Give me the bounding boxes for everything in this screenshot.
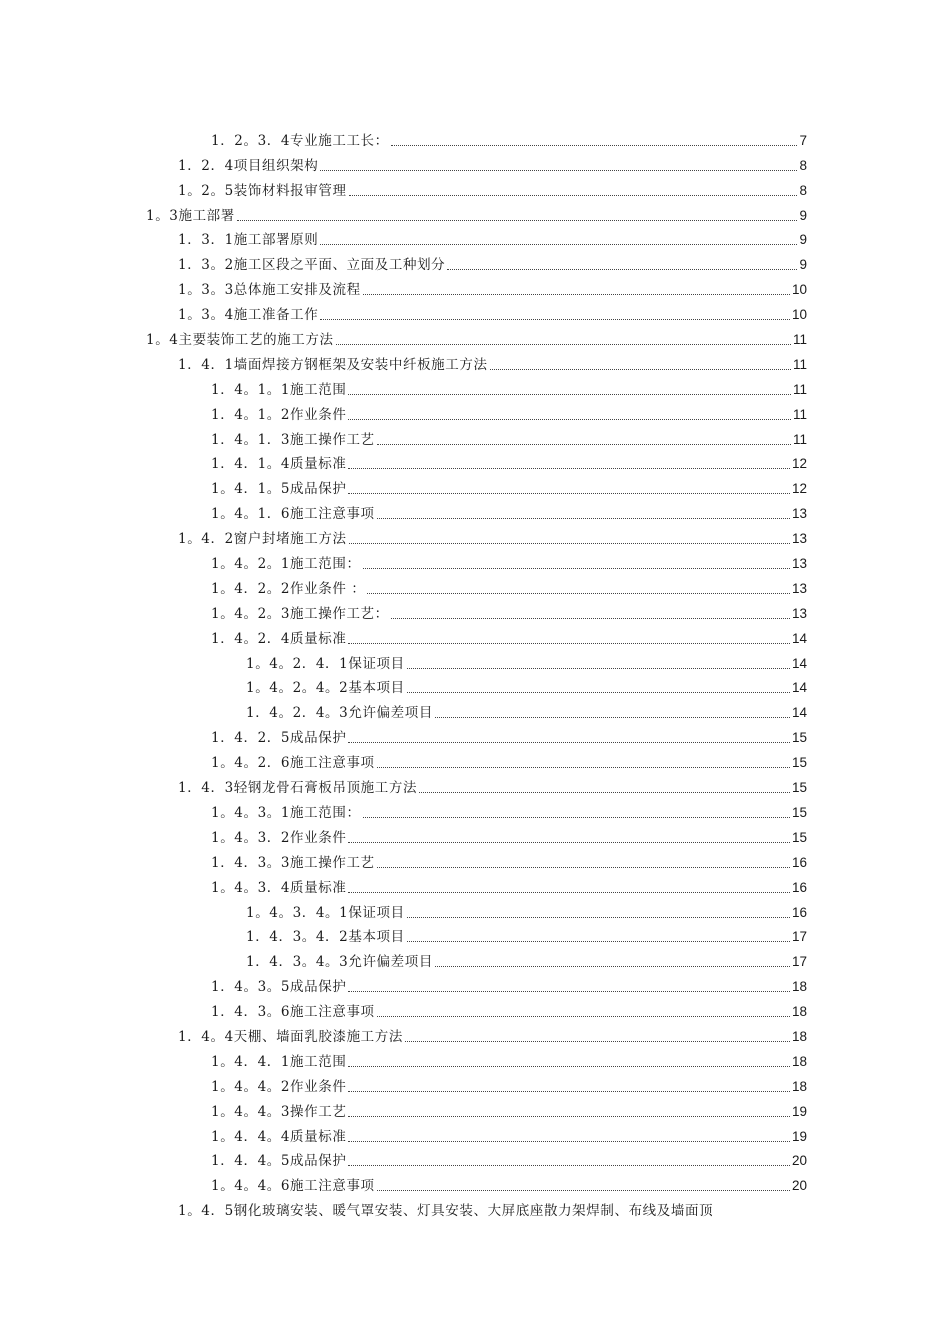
toc-entry[interactable] xyxy=(0,1021,950,1046)
toc-entry[interactable] xyxy=(0,573,950,598)
toc-entry-title: 1．4。1．3施工操作工艺 xyxy=(211,431,375,448)
toc-entry-title: 1．4．1。4质量标准 xyxy=(211,456,347,473)
toc-entry-page-number: 13 xyxy=(791,506,807,522)
toc-entry-page-number: 18 xyxy=(791,1028,807,1044)
toc-entry-title: 1。4。2．4．1保证项目 xyxy=(246,655,405,672)
dot-leader xyxy=(435,965,790,967)
toc-entry-title: 1。4．1。5成品保护 xyxy=(211,481,347,498)
toc-entry-title: 1。4．4．1施工范围 xyxy=(211,1053,347,1070)
toc-entry[interactable] xyxy=(0,473,950,498)
toc-entry-title: 1．4．3。3施工操作工艺 xyxy=(211,854,375,871)
dot-leader xyxy=(363,567,790,569)
toc-entry[interactable] xyxy=(0,747,950,772)
toc-entry[interactable] xyxy=(0,1096,950,1121)
toc-entry[interactable] xyxy=(0,424,950,449)
toc-entry-title: 1．4．3。6施工注意事项 xyxy=(211,1004,375,1021)
dot-leader xyxy=(348,1065,790,1067)
toc-entry[interactable] xyxy=(0,1121,950,1146)
dot-leader xyxy=(377,766,790,768)
toc-entry[interactable] xyxy=(0,374,950,399)
toc-entry[interactable] xyxy=(0,673,950,698)
dot-leader xyxy=(407,916,790,918)
toc-entry-title: 1。3施工部署 xyxy=(146,207,235,224)
dot-leader xyxy=(237,219,798,221)
toc-entry[interactable] xyxy=(0,648,950,673)
toc-entry-title: 1。4。1．6施工注意事项 xyxy=(211,506,375,523)
toc-entry-page-number: 18 xyxy=(791,1053,807,1069)
toc-entry-title: 1．4．3轻钢龙骨石膏板吊顶施工方法 xyxy=(178,780,418,797)
dot-leader xyxy=(407,667,790,669)
toc-entry-page-number: 18 xyxy=(791,979,807,995)
dot-leader xyxy=(348,1090,790,1092)
toc-entry-page-number: 10 xyxy=(791,282,807,298)
dot-leader xyxy=(367,592,790,594)
toc-entry-title: 1。2。5装饰材料报审管理 xyxy=(178,182,347,199)
toc-entry-title: 1。4．4。4质量标准 xyxy=(211,1128,347,1145)
toc-entry[interactable] xyxy=(0,598,950,623)
dot-leader xyxy=(349,194,798,196)
dot-leader xyxy=(348,418,791,420)
toc-entry-page-number: 17 xyxy=(791,929,807,945)
toc-entry-page-number: 14 xyxy=(791,680,807,696)
toc-entry[interactable] xyxy=(0,324,950,349)
toc-entry-page-number: 12 xyxy=(791,456,807,472)
dot-leader xyxy=(405,1040,790,1042)
toc-entry[interactable] xyxy=(0,623,950,648)
toc-entry[interactable] xyxy=(0,274,950,299)
dot-leader xyxy=(391,617,790,619)
toc-entry[interactable] xyxy=(0,225,950,250)
toc-entry-page-number: 15 xyxy=(791,755,807,771)
toc-entry[interactable] xyxy=(0,498,950,523)
toc-entry[interactable] xyxy=(0,996,950,1021)
toc-entry-title: 1。4．2。2作业条件 ： xyxy=(211,580,366,597)
toc-entry-title: 1。4。3。1施工范围： xyxy=(211,804,361,821)
toc-entry-page-number: 7 xyxy=(799,132,807,148)
toc-entry[interactable] xyxy=(0,697,950,722)
toc-entry[interactable] xyxy=(0,872,950,897)
toc-entry-page-number: 16 xyxy=(791,879,807,895)
toc-entry-page-number: 10 xyxy=(791,307,807,323)
toc-entry-page-number: 14 xyxy=(791,705,807,721)
toc-entry-page-number: 19 xyxy=(791,1103,807,1119)
toc-entry-page-number: 15 xyxy=(791,829,807,845)
toc-entry-page-number: 14 xyxy=(791,655,807,671)
dot-leader xyxy=(348,741,790,743)
toc-entry-title: 1．4。3。5成品保护 xyxy=(211,979,347,996)
dot-leader xyxy=(336,343,791,345)
dot-leader xyxy=(391,144,798,146)
toc-entry[interactable] xyxy=(0,1170,950,1195)
toc-entry-page-number: 13 xyxy=(791,605,807,621)
toc-entry-page-number: 11 xyxy=(792,356,807,372)
dot-leader xyxy=(320,318,790,320)
toc-entry-title: 1。4。3．2作业条件 xyxy=(211,829,347,846)
toc-entry-title: 1．4。2．4质量标准 xyxy=(211,630,347,647)
toc-entry-page-number: 9 xyxy=(799,232,807,248)
toc-entry-page-number: 11 xyxy=(792,406,807,422)
toc-entry[interactable] xyxy=(0,299,950,324)
dot-leader xyxy=(363,293,790,295)
toc-entry-title: 1．3．1施工部署原则 xyxy=(178,232,319,249)
toc-entry[interactable] xyxy=(0,175,950,200)
toc-entry-page-number: 8 xyxy=(799,182,807,198)
toc-entry-page-number: 15 xyxy=(791,804,807,820)
toc-entry[interactable] xyxy=(0,822,950,847)
dot-leader xyxy=(320,169,797,171)
dot-leader xyxy=(349,542,790,544)
toc-entry[interactable] xyxy=(0,971,950,996)
dot-leader xyxy=(447,268,797,270)
toc-entry-page-number: 11 xyxy=(792,431,807,447)
toc-entry-title: 1．4。1。2作业条件 xyxy=(211,406,347,423)
dot-leader xyxy=(348,467,790,469)
toc-entry-page-number: 11 xyxy=(792,381,807,397)
toc-entry-page-number: 13 xyxy=(791,580,807,596)
toc-entry-page-number: 16 xyxy=(791,904,807,920)
dot-leader xyxy=(348,841,790,843)
toc-entry-title: 1。4。2。4。2基本项目 xyxy=(246,680,405,697)
dot-leader xyxy=(377,443,791,445)
toc-entry-title: 1。3。3总体施工安排及流程 xyxy=(178,282,361,299)
toc-entry-title: 1。4．2窗户封堵施工方法 xyxy=(178,531,347,548)
toc-entry-title: 1。4。2。3施工操作工艺： xyxy=(211,605,389,622)
toc-entry[interactable] xyxy=(0,722,950,747)
toc-entry[interactable] xyxy=(0,946,950,971)
dot-leader xyxy=(363,816,790,818)
toc-entry[interactable] xyxy=(0,1146,950,1171)
dot-leader xyxy=(348,1115,790,1117)
toc-entry-title: 1．3。2施工区段之平面、立面及工种划分 xyxy=(178,257,446,274)
toc-entry-title: 1。4。4。3操作工艺 xyxy=(211,1103,347,1120)
toc-entry[interactable] xyxy=(0,922,950,947)
toc-entry-title: 1．4．3。4。3允许偏差项目 xyxy=(246,954,433,971)
toc-entry-title: 1。4。4。2作业条件 xyxy=(211,1078,347,1095)
dot-leader xyxy=(377,1189,790,1191)
toc-entry-title: 1。4。4。6施工注意事项 xyxy=(211,1178,375,1195)
toc-entry-page-number: 12 xyxy=(791,481,807,497)
dot-leader xyxy=(348,642,790,644)
toc-entry[interactable] xyxy=(0,797,950,822)
toc-entry-title: 1．2。3．4专业施工工长： xyxy=(211,132,389,149)
toc-entry-title: 1．4。2．4。3允许偏差项目 xyxy=(246,705,433,722)
toc-entry[interactable] xyxy=(0,150,950,175)
dot-leader xyxy=(377,866,790,868)
toc-entry[interactable] xyxy=(0,249,950,274)
toc-entry-page-number: 20 xyxy=(791,1178,807,1194)
dot-leader xyxy=(348,891,790,893)
toc-entry-title: 1．4．3。4．2基本项目 xyxy=(246,929,405,946)
toc-entry[interactable] xyxy=(0,1071,950,1096)
toc-entry-title: 1．4．4。5成品保护 xyxy=(211,1153,347,1170)
toc-entry-title: 1。4。3．4。1保证项目 xyxy=(246,904,405,921)
toc-entry-title: 1．4。4天棚、墙面乳胶漆施工方法 xyxy=(178,1028,403,1045)
dot-leader xyxy=(348,492,790,494)
toc-entry-page-number: 13 xyxy=(791,556,807,572)
toc-entry[interactable] xyxy=(0,772,950,797)
toc-entry-page-number: 15 xyxy=(791,730,807,746)
dot-leader xyxy=(348,990,790,992)
dot-leader xyxy=(377,517,790,519)
toc-entry[interactable] xyxy=(0,349,950,374)
toc-entry[interactable] xyxy=(0,125,950,150)
toc-entry-page-number: 18 xyxy=(791,1078,807,1094)
dot-leader xyxy=(435,716,790,718)
toc-entry-title: 1．4．2．5成品保护 xyxy=(211,730,347,747)
dot-leader xyxy=(348,1164,790,1166)
toc-entry[interactable] xyxy=(0,847,950,872)
toc-entry-page-number: 19 xyxy=(791,1128,807,1144)
toc-entry-page-number: 9 xyxy=(799,257,807,273)
dot-leader xyxy=(320,243,797,245)
toc-entry-page-number: 9 xyxy=(799,207,807,223)
toc-entry-page-number: 8 xyxy=(799,157,807,173)
toc-entry-page-number: 16 xyxy=(791,854,807,870)
toc-entry-title: 1。4主要装饰工艺的施工方法 xyxy=(146,332,334,349)
toc-entry[interactable] xyxy=(0,1046,950,1071)
toc-entry[interactable] xyxy=(0,1195,808,1220)
toc-entry-title: 1。3。4施工准备工作 xyxy=(178,307,319,324)
dot-leader xyxy=(490,368,791,370)
toc-entry-page-number: 11 xyxy=(792,332,807,348)
toc-entry-title: 1。4。3．4质量标准 xyxy=(211,879,347,896)
toc-entry-page-number: 20 xyxy=(791,1153,807,1169)
toc-entry-title: 1．4。1。1施工范围 xyxy=(211,381,347,398)
dot-leader xyxy=(348,1140,790,1142)
toc-entry[interactable] xyxy=(0,449,950,474)
dot-leader xyxy=(407,691,790,693)
toc-entry[interactable] xyxy=(0,548,950,573)
toc-entry-title: 1．2．4项目组织架构 xyxy=(178,157,319,174)
toc-entry-title: 1。4。2。1施工范围： xyxy=(211,556,361,573)
dot-leader xyxy=(377,1015,790,1017)
toc-entry[interactable] xyxy=(0,897,950,922)
toc-entry-page-number: 17 xyxy=(791,954,807,970)
toc-entry-title: 1．4．1墙面焊接方钢框架及安装中纤板施工方法 xyxy=(178,356,488,373)
dot-leader xyxy=(407,940,790,942)
toc-entry[interactable] xyxy=(0,399,950,424)
toc-entry[interactable] xyxy=(0,200,950,225)
dot-leader xyxy=(348,393,791,395)
dot-leader xyxy=(419,791,790,793)
toc-entry[interactable] xyxy=(0,523,950,548)
toc-entry-title: 1。4．5钢化玻璃安装、暖气罩安装、灯具安装、大屏底座散力架焊制、布线及墙面顶 xyxy=(178,1203,714,1220)
toc-entry-page-number: 15 xyxy=(791,780,807,796)
toc-entry-page-number: 13 xyxy=(791,531,807,547)
toc-entry-page-number: 14 xyxy=(791,630,807,646)
toc-entry-title: 1。4。2．6施工注意事项 xyxy=(211,755,375,772)
toc-entry-page-number: 18 xyxy=(791,1004,807,1020)
table-of-contents xyxy=(0,125,950,1220)
